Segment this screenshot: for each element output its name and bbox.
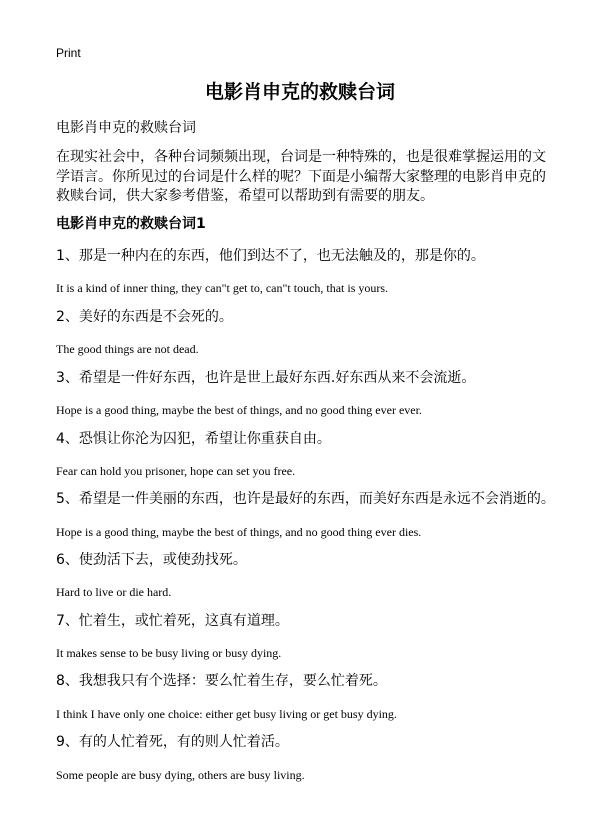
print-label: Print xyxy=(56,46,81,60)
quote-en-1: It is a kind of inner thing, they can"t get to, can"t touch, that is yours. xyxy=(56,281,389,295)
quote-en-4: Fear can hold you prisoner, hope can set you free. xyxy=(56,464,296,478)
quote-en-5: Hope is a good thing, maybe the best of things, and no good thing ever dies. xyxy=(56,525,422,539)
quote-zh-1: 1、那是一种内在的东西，他们到达不了，也无法触及的，那是你的。 xyxy=(56,248,485,264)
document-subtitle: 电影肖申克的救赎台词 xyxy=(56,120,196,136)
quote-zh-4: 4、恐惧让你沦为囚犯，希望让你重获自由。 xyxy=(56,431,331,447)
quote-en-6: Hard to live or die hard. xyxy=(56,585,172,599)
quote-en-3: Hope is a good thing, maybe the best of things, and no good thing ever ever. xyxy=(56,403,422,417)
quote-zh-6: 6、使劲活下去，或使劲找死。 xyxy=(56,552,247,568)
document-title: 电影肖申克的救赎台词 xyxy=(204,81,395,103)
quote-en-9: Some people are busy dying, others are busy living. xyxy=(56,768,305,782)
quote-zh-8: 8、我想我只有个选择：要么忙着生存，要么忙着死。 xyxy=(56,673,387,689)
quote-en-8: I think I have only one choice: either get busy living or get busy dying. xyxy=(56,707,397,721)
quote-zh-2: 2、美好的东西是不会死的。 xyxy=(56,309,233,325)
quote-zh-7: 7、忙着生，或忙着死，这真有道理。 xyxy=(56,613,289,629)
quote-zh-5: 5、希望是一件美丽的东西，也许是最好的东西，而美好东西是永远不会消逝的。 xyxy=(56,491,555,507)
quote-zh-9: 9、有的人忙着死，有的则人忙着活。 xyxy=(56,734,289,750)
intro-paragraph: 在现实社会中，各种台词频频出现，台词是一种特殊的，也是很难掌握运用的文学语言。你所见过的台词是什么样的呢？下面是小编帮大家整理的电影肖申克的救赎台词，供大家参考借鉴，希望可以帮助到有需要的朋友。 xyxy=(56,149,546,204)
quote-zh-3: 3、希望是一件好东西，也许是世上最好东西.好东西从来不会流逝。 xyxy=(56,370,476,386)
section-heading: 电影肖申克的救赎台词1 xyxy=(56,216,206,232)
quote-en-7: It makes sense to be busy living or busy dying. xyxy=(56,646,282,660)
quote-en-2: The good things are not dead. xyxy=(56,342,199,356)
